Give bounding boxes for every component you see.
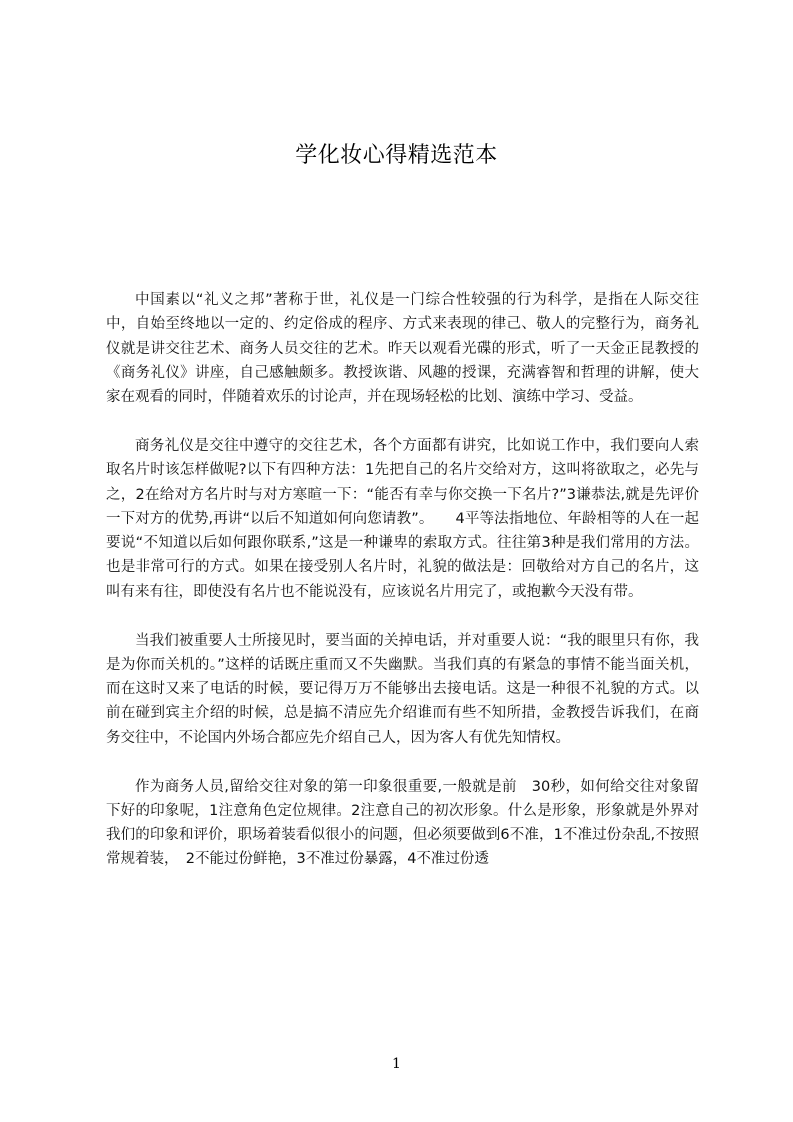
document-body bbox=[106, 288, 699, 872]
document-title: 学化妆心得精选范本 bbox=[295, 143, 498, 168]
paragraph-3: 当我们被重要人士所接见时，要当面的关掉电话，并对重要人说：“我的眼里只有你，我是为你而关机的。”这样的话既庄重而又不失幽默。当我们真的有紧急的事情不能当面关机，而在这时又来了电话的时候，要记得万万不能够出去接电话。这是一种很不礼貌的方式。以前在碰到宾主介绍的时候，总是搞不清应先介绍谁而有些不知所措，金教授告诉我们，在商务交往中，不论国内外场合都应先介绍自己人，因为客人有优先知情权。 bbox=[106, 632, 699, 746]
paragraph-4: 作为商务人员,留给交往对象的第一印象很重要,一般就是前 30秒，如何给交往对象留下好的印象呢，1注意角色定位规律。2注意自己的初次形象。什么是形象，形象就是外界对我们的印象和评价，职场着装看似很小的问题，但必须要做到6不准，1不准过份杂乱,不按照常规着装， 2不能过份鲜艳，3不准过份暴露，4不准过份透 bbox=[106, 778, 699, 868]
paragraph-1: 中国素以“礼义之邦”著称于世，礼仪是一门综合性较强的行为科学，是指在人际交往中，自始至终地以一定的、约定俗成的程序、方式来表现的律己、敬人的完整行为，商务礼仪就是讲交往艺术、商务人员交往的艺术。昨天以观看光碟的形式，听了一天金正昆教授的《商务礼仪》讲座，自己感触颇多。教授诙谐、风趣的授课，充满睿智和哲理的讲解，使大家在观看的同时，伴随着欢乐的讨论声，并在现场轻松的比划、演练中学习、受益。 bbox=[106, 292, 699, 406]
paragraph-2: 商务礼仪是交往中遵守的交往艺术，各个方面都有讲究，比如说工作中，我们要向人索取名片时该怎样做呢?以下有四种方法：1先把自己的名片交给对方，这叫将欲取之，必先与之，2在给对方名片时与对方寒暄一下：“能否有幸与你交换一下名片?”3谦恭法,就是先评价一下对方的优势,再讲“以后不知道如何向您请教”。 4平等法指地位、年龄相等的人在一起要说“不知道以后如何跟你联系,”这是一种谦卑的索取方式。往往第3种是我们常用的方法。也是非常可行的方式。如果在接受别人名片时，礼貌的做法是：回敬给对方自己的名片，这叫有来有往，即使没有名片也不能说没有，应该说名片用完了，或抱歉今天没有带。 bbox=[106, 437, 699, 600]
page-number: 1 bbox=[392, 1056, 401, 1072]
